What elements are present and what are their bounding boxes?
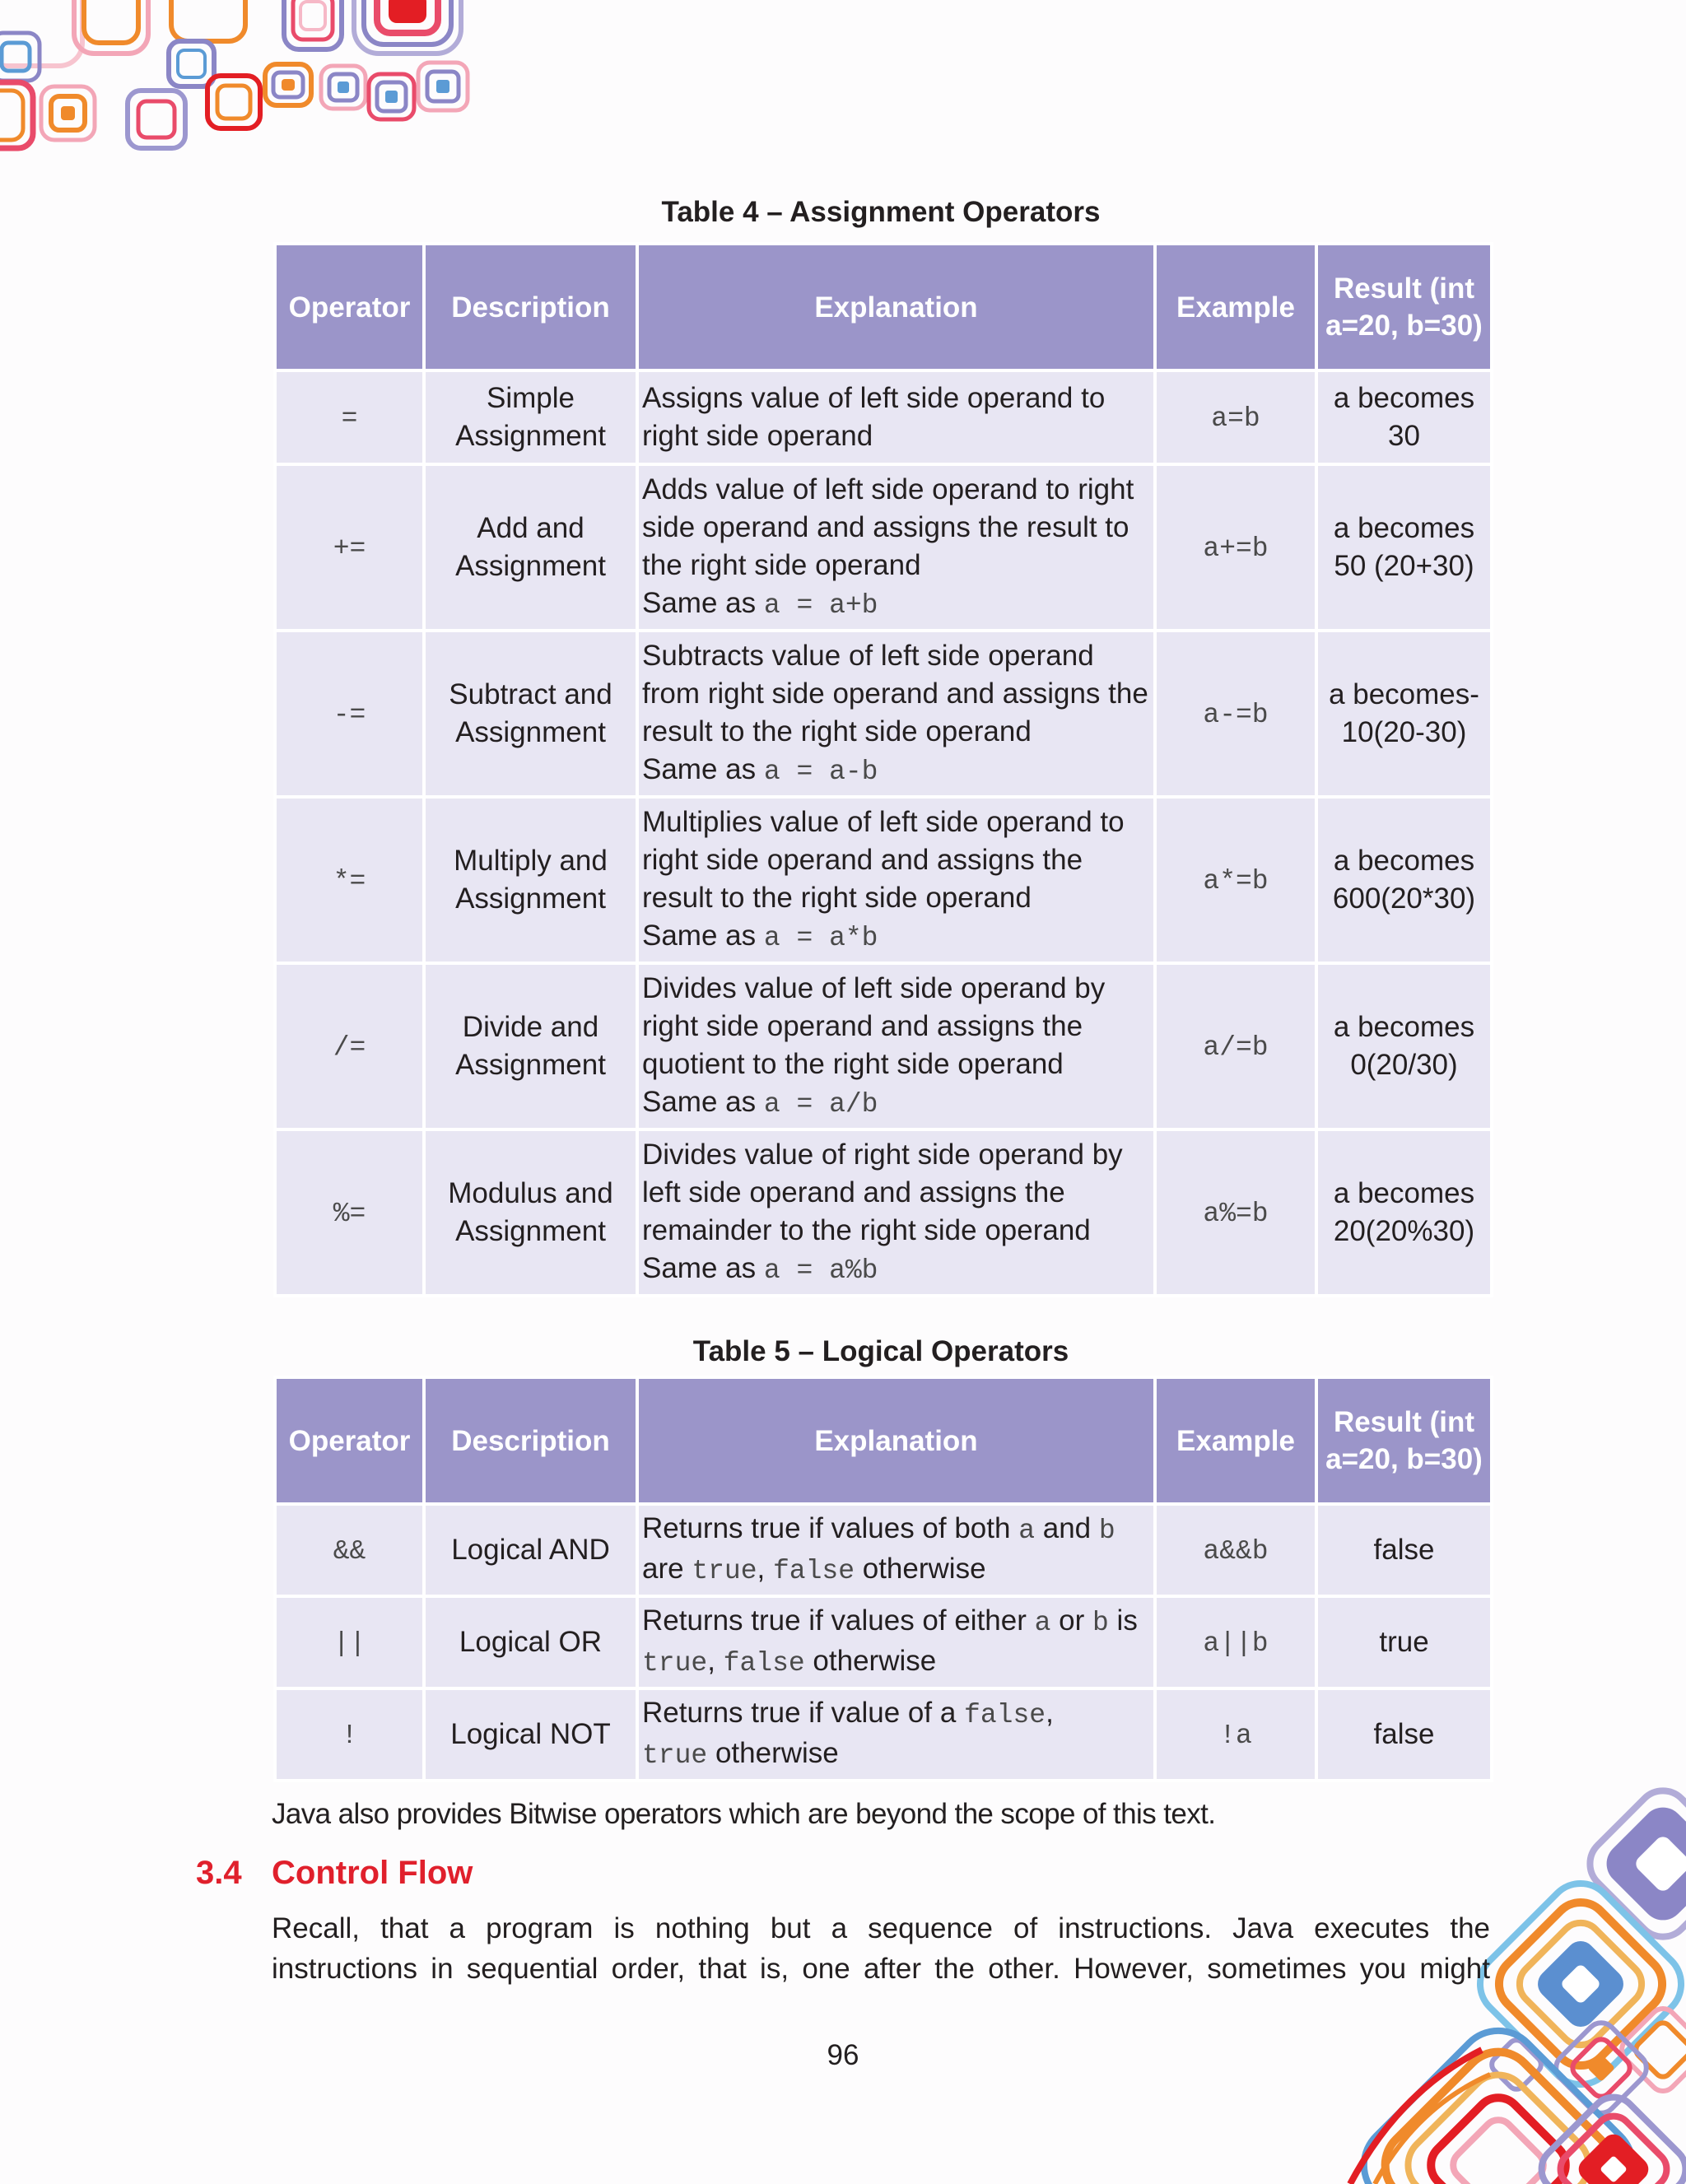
operator-symbol: += [333,533,366,564]
code-fragment: true [642,1740,708,1771]
operator-cell [275,797,424,963]
operator-symbol: || [333,1628,366,1659]
result-cell: a becomes 600(20*30) [1316,797,1492,963]
result-cell: a becomes 0(20/30) [1316,963,1492,1129]
example-code: a+=b [1203,533,1269,564]
explanation-cell [637,797,1155,963]
header-explanation: Explanation [637,244,1155,370]
table-row [275,464,1492,631]
operator-cell [275,1688,424,1781]
table-row [275,1688,1492,1781]
same-as-label: Same as [642,752,757,785]
description-cell: Modulus and Assignment [424,1129,637,1296]
paragraph-line: instructions in sequential order, that is, one after the other. However, sometimes you might [272,1953,1490,1985]
example-code: a*=b [1203,865,1269,896]
code-fragment: a [1018,1516,1035,1546]
example-code: a=b [1211,403,1260,434]
example-cell [1155,1688,1316,1781]
table-row [275,963,1492,1129]
header-description: Description [424,1377,637,1504]
same-as-label: Same as [642,1251,757,1284]
section-title: Control Flow [272,1855,473,1891]
operator-symbol: ! [341,1720,358,1751]
operator-symbol: /= [333,1031,366,1063]
section-heading [196,1855,473,1892]
result-cell: a becomes 50 (20+30) [1316,464,1492,631]
explanation-cell [637,1688,1155,1781]
operator-cell [275,370,424,464]
explanation-cell [637,631,1155,797]
explanation-text: Returns true if value of a [642,1697,965,1729]
same-as-code: a = a/b [763,1088,878,1120]
operator-symbol: && [333,1535,366,1567]
description-cell: Divide and Assignment [424,963,637,1129]
operator-cell [275,631,424,797]
explanation-text: , [707,1645,724,1677]
explanation-text: , [1046,1697,1054,1729]
operator-cell [275,963,424,1129]
header-operator: Operator [275,244,424,370]
section-paragraph [272,1908,1490,1989]
example-cell [1155,1504,1316,1596]
operator-cell [275,1596,424,1688]
result-cell: false [1316,1504,1492,1596]
bitwise-note: Java also provides Bitwise operators which are beyond the scope of this text. [272,1798,1216,1830]
explanation-text: Divides value of left side operand by right side operand and assigns the quotient to the right side operand [642,971,1106,1080]
operator-cell [275,1504,424,1596]
example-code: a||b [1203,1628,1269,1659]
explanation-cell [637,1504,1155,1596]
example-cell [1155,631,1316,797]
code-fragment: true [692,1556,757,1586]
explanation-cell [637,963,1155,1129]
table-row [275,1596,1492,1688]
table-header-row [275,244,1492,370]
description-cell: Add and Assignment [424,464,637,631]
explanation-text: is [1108,1604,1138,1637]
explanation-text: , [757,1553,773,1585]
header-description: Description [424,244,637,370]
description-cell: Logical AND [424,1504,637,1596]
table-row [275,1129,1492,1296]
code-fragment: b [1092,1608,1109,1638]
code-fragment: b [1098,1516,1115,1546]
result-cell: false [1316,1688,1492,1781]
header-example: Example [1155,244,1316,370]
table-row [275,370,1492,464]
example-cell [1155,1129,1316,1296]
code-fragment: false [964,1700,1046,1730]
decorative-squares-top-left [0,0,494,165]
description-cell: Logical OR [424,1596,637,1688]
same-as-label: Same as [642,586,757,619]
description-cell: Simple Assignment [424,370,637,464]
same-as-code: a = a*b [763,922,878,953]
example-cell [1155,464,1316,631]
table-header-row [275,1377,1492,1504]
table5-caption: Table 5 – Logical Operators [692,1335,1069,1367]
explanation-text: and [1035,1512,1099,1544]
explanation-text: otherwise [804,1645,937,1677]
explanation-text: are [642,1553,692,1585]
explanation-cell [637,464,1155,631]
explanation-text: otherwise [855,1553,986,1585]
explanation-text: Subtracts value of left side operand from right side operand and assigns the result to the right side operand [642,639,1148,747]
header-operator: Operator [275,1377,424,1504]
table4-caption: Table 4 – Assignment Operators [661,196,1101,228]
table-row [275,631,1492,797]
same-as-code: a = a%b [763,1255,878,1286]
example-code: !a [1219,1720,1252,1751]
example-cell [1155,370,1316,464]
example-cell [1155,963,1316,1129]
same-as-code: a = a-b [763,756,878,787]
code-fragment: true [642,1648,708,1679]
explanation-text: Divides value of right side operand by left side operand and assigns the remainder to the right side operand [642,1138,1123,1246]
code-fragment: false [772,1556,855,1586]
explanation-cell [637,1129,1155,1296]
operator-symbol: *= [333,865,366,896]
example-code: a/=b [1203,1031,1269,1063]
code-fragment: a [1034,1608,1051,1638]
assignment-operators-table [273,242,1493,1297]
table-row [275,1504,1492,1596]
code-fragment: false [723,1648,805,1679]
explanation-cell [637,370,1155,464]
operator-symbol: %= [333,1198,366,1229]
same-as-label: Same as [642,919,757,952]
explanation-text: Adds value of left side operand to right side operand and assigns the result to the right side operand [642,473,1134,581]
result-cell: true [1316,1596,1492,1688]
same-as-code: a = a+b [763,589,878,621]
explanation-text: or [1050,1604,1093,1637]
header-example: Example [1155,1377,1316,1504]
table-row [275,797,1492,963]
explanation-text: otherwise [707,1737,839,1769]
explanation-text: Returns true if values of both [642,1512,1019,1544]
description-cell: Multiply and Assignment [424,797,637,963]
explanation-cell [637,1596,1155,1688]
operator-cell [275,464,424,631]
example-cell [1155,797,1316,963]
logical-operators-table [273,1376,1493,1782]
explanation-text: Multiplies value of left side operand to right side operand and assigns the result to the right side operand [642,805,1125,914]
operator-cell [275,1129,424,1296]
description-cell: Logical NOT [424,1688,637,1781]
result-cell: a becomes-10(20-30) [1316,631,1492,797]
header-result: Result (int a=20, b=30) [1316,1377,1492,1504]
page-number: 96 [827,2039,859,2071]
same-as-label: Same as [642,1085,757,1118]
example-code: a&&b [1203,1535,1269,1567]
explanation-text: Returns true if values of either [642,1604,1035,1637]
description-cell: Subtract and Assignment [424,631,637,797]
header-result: Result (int a=20, b=30) [1316,244,1492,370]
paragraph-line: Recall, that a program is nothing but a sequence of instructions. Java executes the [272,1912,1490,1944]
example-cell [1155,1596,1316,1688]
section-number: 3.4 [196,1855,242,1891]
header-explanation: Explanation [637,1377,1155,1504]
example-code: a%=b [1203,1198,1269,1229]
explanation-text: Assigns value of left side operand to right side operand [642,382,1106,452]
result-cell: a becomes 20(20%30) [1316,1129,1492,1296]
example-code: a-=b [1203,699,1269,730]
result-cell: a becomes 30 [1316,370,1492,464]
operator-symbol: = [341,403,358,434]
operator-symbol: -= [333,699,366,730]
